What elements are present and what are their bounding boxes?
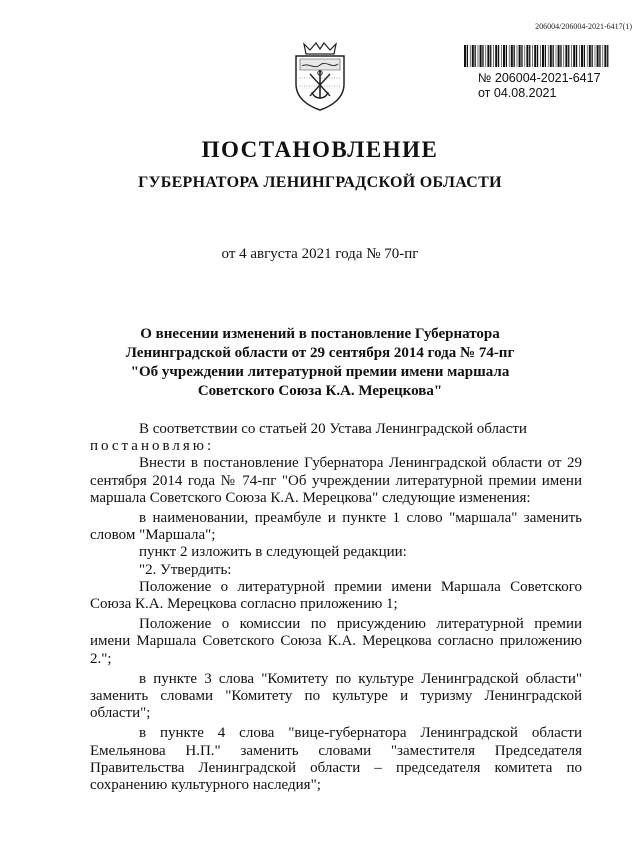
document-subtitle: ГУБЕРНАТОРА ЛЕНИНГРАДСКОЙ ОБЛАСТИ: [138, 174, 502, 191]
heading-line: О внесении изменений в постановление Губернатора: [140, 326, 500, 342]
paragraph: в пункте 3 слова "Комитету по культуре Ленинградской области" заменить словами "Комитету по культуре и туризму Ленинградской области";: [90, 670, 582, 722]
paragraph: в наименовании, преамбуле и пункте 1 слово "маршала" заменить словом "Маршала";: [90, 510, 582, 544]
paragraph-preamble: В соответствии со статьей 20 Устава Ленинградской области: [139, 421, 527, 437]
document-body: [90, 421, 582, 794]
paragraph: Положение о литературной премии имени Маршала Советского Союза К.А. Мерецкова согласно приложению 1;: [90, 578, 582, 613]
registration-number: № 206004-2021-6417: [478, 71, 601, 85]
registration-block: [478, 71, 601, 101]
heading-line: "Об учреждении литературной премии имени маршала: [130, 364, 510, 380]
paragraph: "2. Утвердить:: [139, 561, 232, 578]
paragraph: в пункте 4 слова "вице-губернатора Ленинградской области Емельянова Н.П." заменить словами "заместителя Председателя Правительства Ленинградской области – председателя комитета по сохранению культурного наследия";: [90, 725, 582, 794]
heading-line: Советского Союза К.А. Мерецкова": [197, 383, 443, 399]
paragraph: Положение о комиссии по присуждению литературной премии имени Маршала Советского Союза К.А. Мерецкова согласно приложению 2.";: [90, 616, 582, 667]
paragraph: пункт 2 изложить в следующей редакции:: [139, 544, 407, 561]
document-heading: [110, 325, 530, 401]
paragraph-resolve: постановляю:: [90, 438, 215, 455]
registration-date: от 04.08.2021: [478, 86, 557, 100]
registration-code: 206004/206004-2021-6417(1): [535, 22, 632, 31]
coat-of-arms-icon: [290, 40, 350, 112]
heading-line: Ленинградской области от 29 сентября 2014 года № 74-пг: [125, 345, 515, 361]
paragraph: Внести в постановление Губернатора Ленинградской области от 29 сентября 2014 года № 74-пг "Об учреждении литературной премии имени маршала Советского Союза К.А. Мерецкова" следующие изменения:: [90, 455, 582, 506]
document-date-number: от 4 августа 2021 года № 70-пг: [221, 246, 419, 262]
document-title: ПОСТАНОВЛЕНИЕ: [201, 137, 439, 162]
barcode: [464, 45, 612, 67]
